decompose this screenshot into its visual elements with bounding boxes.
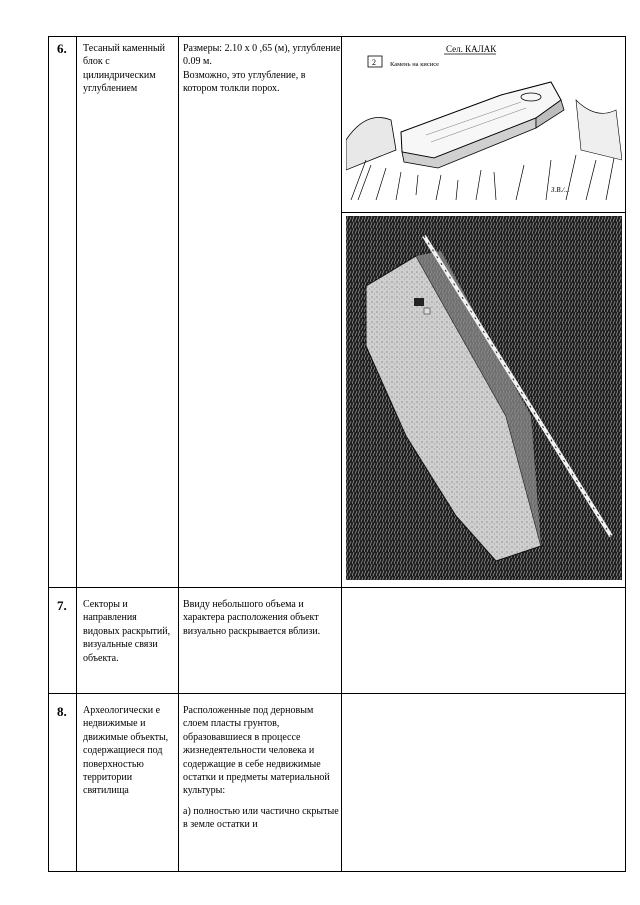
- sketch-title: Сел. КАЛАК: [446, 44, 497, 54]
- row-description: Размеры: 2.10 х 0 ,65 (м), углубление 0.09 м. Возможно, это углубление, в котором толкли порох.: [183, 43, 341, 95]
- row-name: Тесаный каменный блок с цилиндрическим углублением: [83, 43, 166, 95]
- row-number: 7.: [57, 598, 67, 613]
- svg-text:2: 2: [372, 58, 376, 67]
- row-description: Ввиду небольшого объема и характера расположения объект визуально раскрывается вблизи.: [183, 599, 321, 637]
- row-name: Археологически е недвижимые и движимые объекты, содержащиеся под поверхностью территории святилища: [83, 705, 169, 797]
- svg-text:Камень на кисисе: Камень на кисисе: [390, 61, 440, 68]
- svg-text:З.В./...: З.В./...: [551, 186, 570, 194]
- row-name: Секторы и направления видовых раскрытий, визуальные связи объекта.: [83, 599, 171, 664]
- row-description: Расположенные под дерновым слоем пласты грунтов, образовавшиеся в процессе жизнедеятельности человека и содержащие в себе недвижимые остатки и предметы материальной культуры: а) полностью или частично скрытые в земле остатки и: [183, 705, 339, 831]
- row-number: 8.: [57, 704, 67, 719]
- stone-block-photo: [346, 216, 622, 580]
- row-number: 6.: [57, 41, 67, 56]
- stone-block-sketch: [346, 40, 622, 210]
